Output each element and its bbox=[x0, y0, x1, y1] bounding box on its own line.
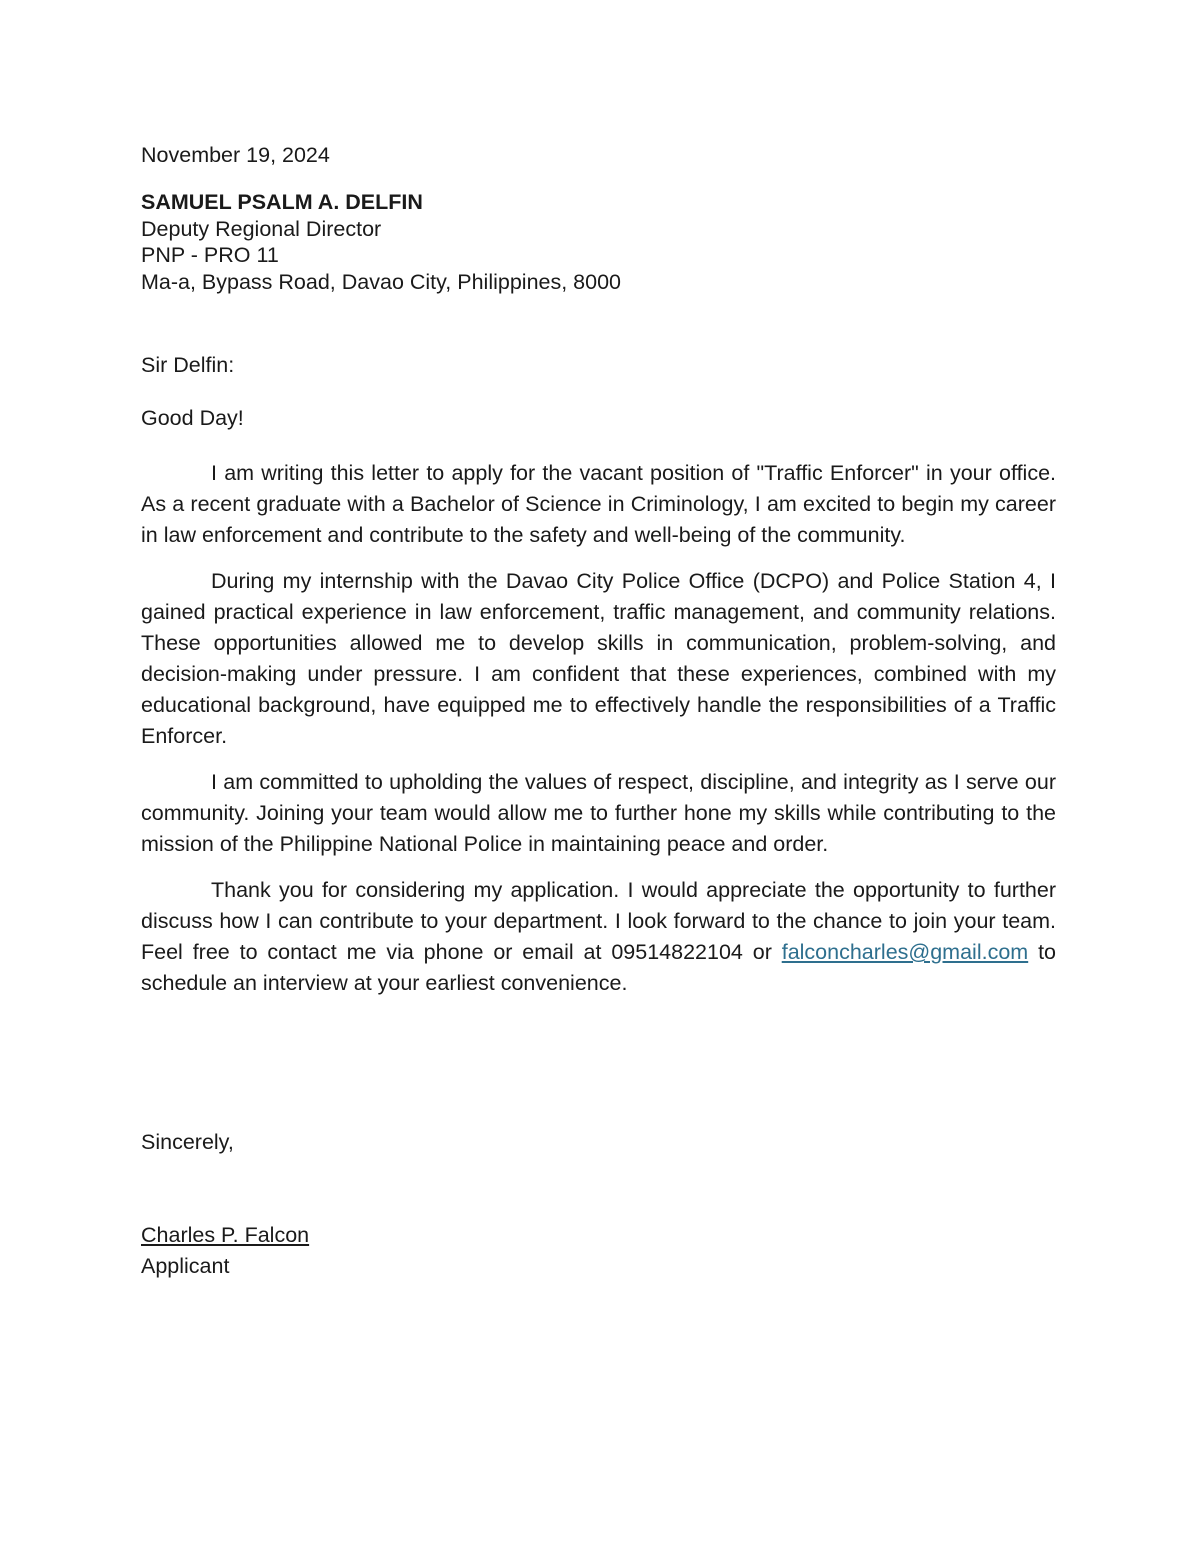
body-paragraph: I am committed to upholding the values of respect, discipline, and integrity as I serve our community. Joining your team would allow me to further hone my skills while contributing to the mission of the Philippine National Police in maintaining peace and order. bbox=[141, 770, 1056, 856]
closing-text-end: to schedule an interview at your earliest convenience. bbox=[141, 940, 1056, 995]
recipient-block bbox=[141, 189, 621, 296]
letter-date: November 19, 2024 bbox=[141, 143, 330, 167]
closing-paragraph bbox=[141, 875, 1056, 999]
signature-role: Applicant bbox=[141, 1254, 230, 1278]
body-paragraph: During my internship with the Davao City Police Office (DCPO) and Police Station 4, I gained practical experience in law enforcement, traffic management, and community relations. These opportunities allowed me to develop skills in communication, problem-solving, and decision-making under pressure. I am confident that these experiences, combined with my educational background, have equipped me to effectively handle the responsibilities of a Traffic Enforcer. bbox=[141, 569, 1056, 748]
recipient-office: PNP - PRO 11 bbox=[141, 243, 279, 268]
email-link[interactable]: falconcharles@gmail.com bbox=[781, 940, 1029, 964]
greeting: Good Day! bbox=[141, 406, 244, 430]
signature-name: Charles P. Falcon bbox=[141, 1223, 310, 1247]
recipient-name: SAMUEL PSALM A. DELFIN bbox=[141, 190, 423, 214]
recipient-address: Ma-a, Bypass Road, Davao City, Philippines, 8000 bbox=[141, 270, 622, 295]
letter-body bbox=[141, 458, 1056, 1014]
salutation: Sir Delfin: bbox=[141, 353, 235, 377]
complimentary-close: Sincerely, bbox=[141, 1130, 234, 1154]
body-paragraph: I am writing this letter to apply for the vacant position of "Traffic Enforcer" in your office. As a recent graduate with a Bachelor of Science in Criminology, I am excited to begin my career in law enforcement and contribute to the safety and well-being of the community. bbox=[141, 461, 1056, 547]
recipient-title: Deputy Regional Director bbox=[141, 216, 382, 241]
closing-text: Thank you for considering my application. I would appreciate the opportunity to further discuss how I can contribute to your department. I look forward to the chance to join your team. Feel free to contact me via phone or email at 09514822104 or bbox=[141, 878, 1056, 964]
